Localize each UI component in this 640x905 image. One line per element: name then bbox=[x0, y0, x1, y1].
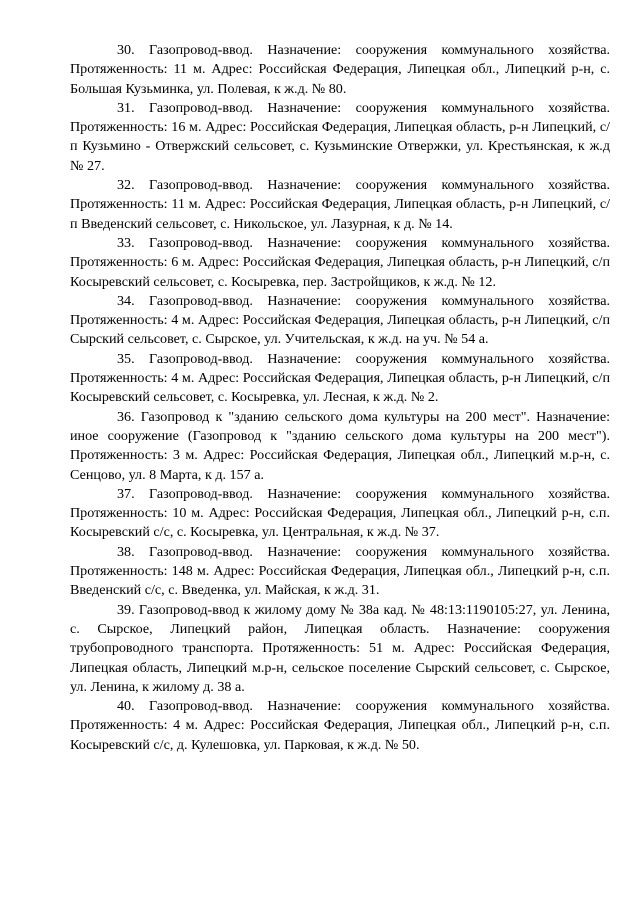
document-page bbox=[70, 41, 610, 755]
list-item-37: 37. Газопровод-ввод. Назначение: сооружения коммунального хозяйства. Протяженность: 10 м. Адрес: Российская Федерация, Липецкая обл., Липецкий р-н, с.п. Косыревский с/с, с. Косыревка, ул. Центральная, к ж.д. № 37. bbox=[70, 485, 610, 541]
list-item-30: 30. Газопровод-ввод. Назначение: сооружения коммунального хозяйства. Протяженность: 11 м. Адрес: Российская Федерация, Липецкая обл., Липецкий р-н, с. Большая Кузьминка, ул. Полевая, к ж.д. № 80. bbox=[70, 42, 610, 97]
list-item-40: 40. Газопровод-ввод. Назначение: сооружения коммунального хозяйства. Протяженность: 4 м. Адрес: Российская Федерация, Липецкая обл., Липецкий р-н, с.п. Косыревский с/с, д. Кулешовка, ул. Парковая, к ж.д. № 50. bbox=[70, 698, 610, 753]
list-item-38: 38. Газопровод-ввод. Назначение: сооружения коммунального хозяйства. Протяженность: 148 м. Адрес: Российская Федерация, Липецкая обл., Липецкий р-н, с.п. Введенский с/с, с. Введенка, ул. Майская, к ж.д. 31. bbox=[70, 543, 610, 599]
list-item-34: 34. Газопровод-ввод. Назначение: сооружения коммунального хозяйства. Протяженность: 4 м. Адрес: Российская Федерация, Липецкая область, р-н Липецкий, с/п Сырский сельсовет, с. Сырское, ул. Учительская, к ж.д. на уч. № 54 а. bbox=[70, 292, 610, 348]
list-item-36: 36. Газопровод к "зданию сельского дома культуры на 200 мест". Назначение: иное сооружение (Газопровод к "зданию сельского дома культуры на 200 мест"). Протяженность: 3 м. Адрес: Российская Федерация, Липецкая обл., Липецкий м.р-н, с. Сенцово, ул. 8 Марта, к д. 157 а. bbox=[70, 408, 610, 483]
list-item-32: 32. Газопровод-ввод. Назначение: сооружения коммунального хозяйства. Протяженность: 11 м. Адрес: Российская Федерация, Липецкая область, р-н Липецкий, с/п Введенский сельсовет, с. Никольское, ул. Лазурная, к д. № 14. bbox=[70, 177, 610, 232]
list-item-33: 33. Газопровод-ввод. Назначение: сооружения коммунального хозяйства. Протяженность: 6 м. Адрес: Российская Федерация, Липецкая область, р-н Липецкий, с/п Косыревский сельсовет, с. Косыревка, пер. Застройщиков, к ж.д. № 12. bbox=[70, 234, 610, 290]
list-item-31: 31. Газопровод-ввод. Назначение: сооружения коммунального хозяйства. Протяженность: 16 м. Адрес: Российская Федерация, Липецкая область, р-н Липецкий, с/п Кузьмино - Отвержский сельсовет, с. Кузьминские Отвержки, ул. Крестьянская, к ж.д № 27. bbox=[70, 99, 610, 174]
list-item-39: 39. Газопровод-ввод к жилому дому № 38а кад. № 48:13:1190105:27, ул. Ленина, с. Сырское, Липецкий район, Липецкая область. Назначение: сооружения трубопроводного транспорта. Протяженность: 51 м. Адрес: Российская Федерация, Липецкая область, Липецкий м.р-н, сельское поселение Сырский сельсовет, с. Сырское, ул. Ленина, к жилому д. 38 а. bbox=[70, 601, 610, 695]
list-item-35: 35. Газопровод-ввод. Назначение: сооружения коммунального хозяйства. Протяженность: 4 м. Адрес: Российская Федерация, Липецкая область, р-н Липецкий, с/п Косыревский сельсовет, с. Косыревка, ул. Лесная, к ж.д. № 2. bbox=[70, 350, 610, 406]
